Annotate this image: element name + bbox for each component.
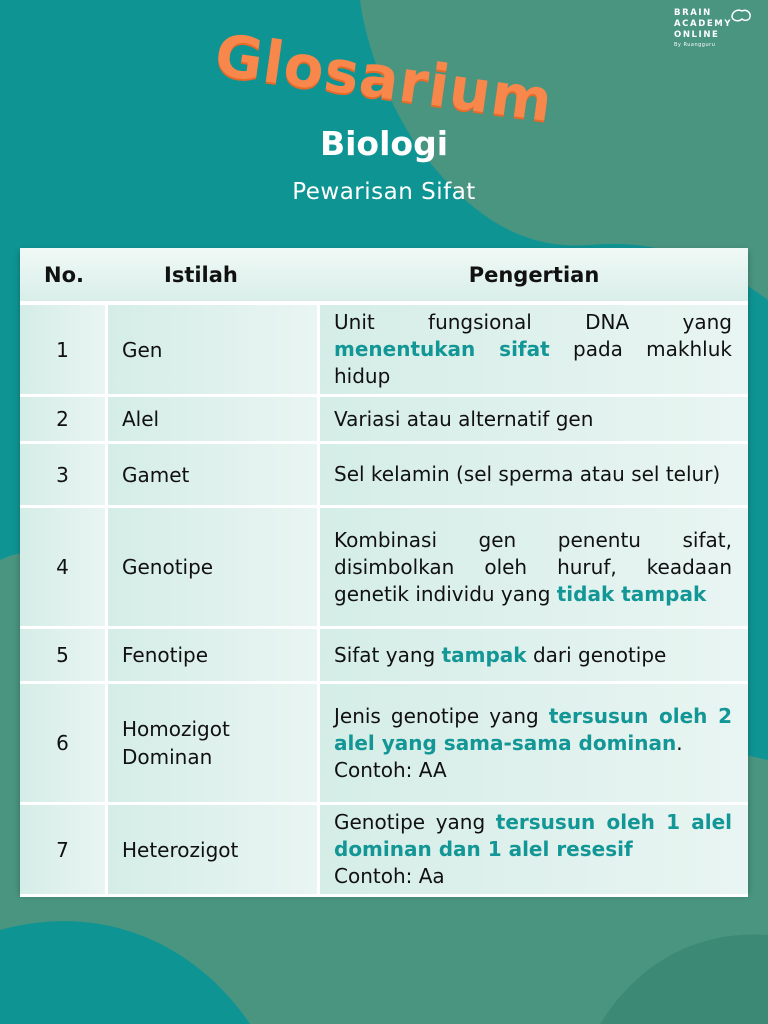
brand-logo-sub: By Ruangguru bbox=[674, 42, 716, 48]
row-term: Heterozigot bbox=[108, 805, 320, 897]
row-number: 1 bbox=[20, 305, 108, 397]
table-row bbox=[20, 444, 748, 508]
brain-icon bbox=[730, 8, 752, 24]
definition-text: Sifat yang bbox=[334, 642, 442, 667]
row-number: 5 bbox=[20, 629, 108, 684]
row-definition bbox=[320, 629, 748, 684]
definition-text: Sel kelamin (sel sperma atau sel telur) bbox=[334, 462, 721, 486]
definition-highlight: menentukan sifat bbox=[334, 337, 550, 361]
page-subtitle: Pewarisan Sifat bbox=[292, 179, 476, 205]
table-row bbox=[20, 397, 748, 444]
definition-text: . bbox=[676, 730, 683, 755]
definition-text: dari genotipe bbox=[526, 642, 667, 667]
row-number: 4 bbox=[20, 508, 108, 629]
row-number: 7 bbox=[20, 805, 108, 897]
row-term: Fenotipe bbox=[108, 629, 320, 684]
row-definition bbox=[320, 305, 748, 397]
definition-text: pada makhluk hidup bbox=[334, 337, 732, 388]
page-title: Biologi bbox=[319, 124, 449, 163]
table-row bbox=[20, 305, 748, 397]
definition-highlight: tidak tampak bbox=[556, 581, 707, 606]
row-term: Alel bbox=[108, 397, 320, 444]
definition-text: Jenis genotipe yang bbox=[334, 703, 549, 728]
definition-text: Kombinasi gen penentu sifat, disimbolkan oleh huruf, keadaan genetik individu yang bbox=[334, 527, 732, 606]
row-definition bbox=[320, 397, 748, 444]
definition-example: Contoh: AA bbox=[334, 757, 447, 782]
table-row bbox=[20, 805, 748, 897]
definition-highlight: tersusun oleh 1 alel dominan dan 1 alel resesif bbox=[334, 810, 732, 861]
definition-text: Unit fungsional DNA yang bbox=[334, 310, 732, 334]
table-row bbox=[20, 508, 748, 629]
table-header-row bbox=[20, 248, 748, 305]
definition-example: Contoh: Aa bbox=[334, 864, 445, 888]
row-number: 3 bbox=[20, 444, 108, 508]
row-definition bbox=[320, 508, 748, 629]
table-row bbox=[20, 629, 748, 684]
row-term: Homozigot Dominan bbox=[108, 684, 320, 805]
table-row bbox=[20, 684, 748, 805]
header-no: No. bbox=[20, 248, 108, 305]
row-definition bbox=[320, 684, 748, 805]
definition-highlight: tersusun oleh 2 alel yang sama-sama dominan bbox=[334, 703, 732, 755]
definition-text: Variasi atau alternatif gen bbox=[334, 406, 594, 431]
definition-text: Genotipe yang bbox=[334, 810, 496, 834]
row-term: Gen bbox=[108, 305, 320, 397]
glossary-table bbox=[20, 248, 748, 897]
brand-logo-line2: ACADEMY bbox=[674, 19, 733, 29]
table-body bbox=[20, 305, 748, 897]
definition-highlight: tampak bbox=[441, 642, 527, 667]
brand-logo-line1: BRAIN bbox=[674, 8, 712, 18]
glossary-table-container bbox=[20, 248, 748, 892]
header-term: Istilah bbox=[108, 248, 320, 305]
header-definition: Pengertian bbox=[320, 248, 748, 305]
glosarium-heading: Glosarium bbox=[210, 20, 558, 136]
row-number: 2 bbox=[20, 397, 108, 444]
row-number: 6 bbox=[20, 684, 108, 805]
row-term: Gamet bbox=[108, 444, 320, 508]
row-definition bbox=[320, 444, 748, 508]
row-definition bbox=[320, 805, 748, 897]
brand-logo bbox=[674, 8, 754, 48]
brand-logo-line3: ONLINE bbox=[674, 30, 720, 40]
row-term: Genotipe bbox=[108, 508, 320, 629]
